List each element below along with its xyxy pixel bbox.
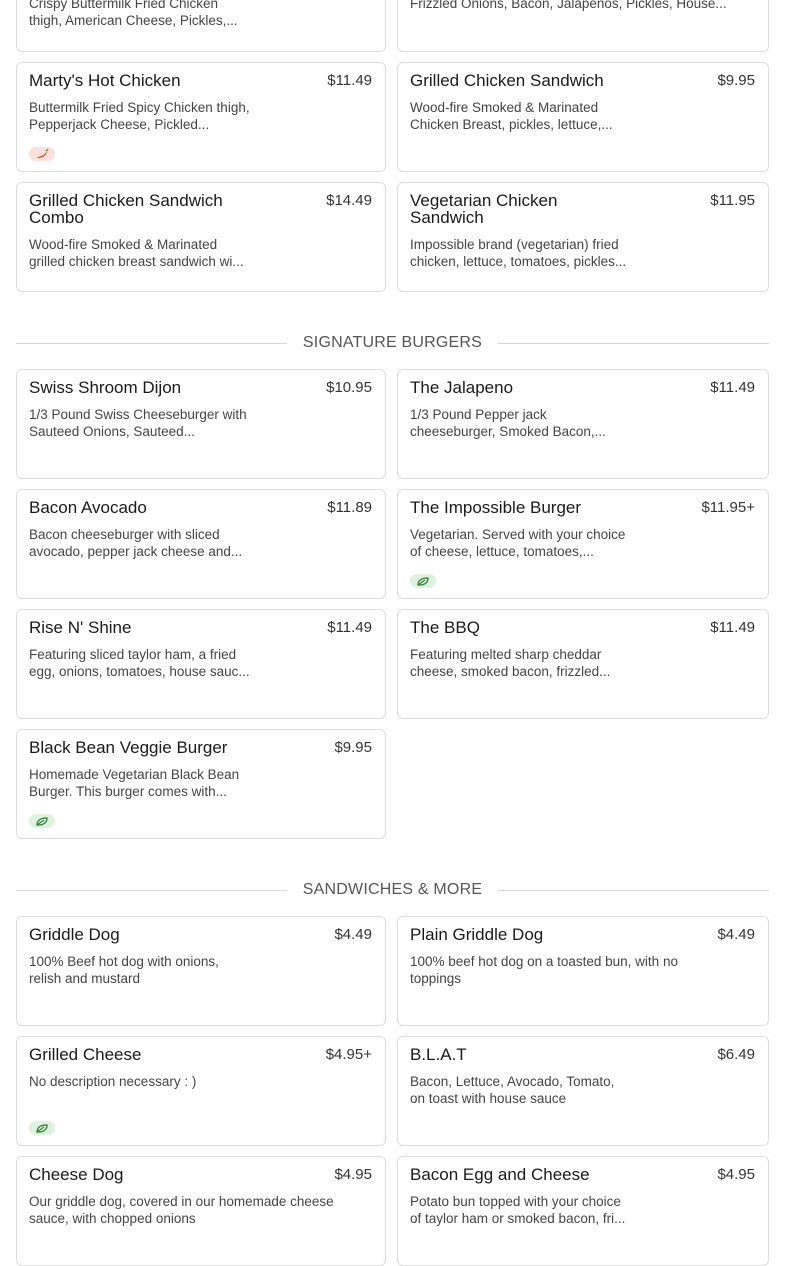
item-description: 100% Beef hot dog with onions, relish and mustard [29, 954, 219, 986]
menu-item-bacon-avocado[interactable] [16, 489, 386, 599]
item-description: Impossible brand (vegetarian) fried chicken, lettuce, tomatoes, pickles... [410, 237, 627, 269]
item-price: $4.95+ [325, 1046, 372, 1063]
vegetarian-badge [29, 1121, 55, 1135]
menu-item-cheese-dog[interactable] [16, 1156, 386, 1266]
item-title: Bacon Egg and Cheese [410, 1165, 590, 1184]
item-price: $9.95 [334, 739, 372, 756]
section-title-text: SANDWICHES & MORE [287, 881, 498, 898]
menu-item-swiss-shroom-dijon[interactable] [16, 369, 386, 479]
item-price: $11.49 [327, 72, 372, 89]
vegetarian-badge [29, 814, 55, 828]
item-description: Homemade Vegetarian Black Bean Burger. This burger comes with... [29, 767, 240, 799]
item-description: Our griddle dog, covered in our homemade cheese sauce, with chopped onions [29, 1194, 334, 1226]
item-price: $11.49 [327, 619, 372, 636]
item-price: $4.49 [334, 926, 372, 943]
chili-icon [35, 149, 49, 159]
item-price: $4.95 [717, 1166, 755, 1183]
item-price: $11.49 [710, 379, 755, 396]
item-description: Featuring melted sharp cheddar cheese, smoked bacon, frizzled... [410, 647, 611, 679]
item-description: 100% beef hot dog on a toasted bun, with no toppings [410, 954, 678, 986]
menu-item-the-bbq[interactable] [397, 609, 769, 719]
menu-item-griddle-dog[interactable] [16, 916, 386, 1026]
item-title: The Impossible Burger [410, 498, 582, 517]
item-price: $14.49 [326, 192, 372, 209]
item-price: $11.89 [327, 499, 372, 516]
item-description: 1/3 Pound Pepper jack cheeseburger, Smoked Bacon,... [410, 407, 606, 439]
menu-item-grilled-cheese[interactable] [16, 1036, 386, 1146]
item-description: Featuring sliced taylor ham, a fried egg, onions, tomatoes, house sauc... [29, 647, 250, 679]
item-description: Frizzled Onions, Bacon, Jalapenos, Pickles, House... [410, 0, 727, 11]
item-title: Cheese Dog [29, 1165, 124, 1184]
leaf-icon [36, 817, 48, 826]
item-title: Black Bean Veggie Burger [29, 738, 228, 757]
menu-item-card[interactable] [16, 0, 386, 52]
vegetarian-badge [410, 574, 436, 588]
item-price: $9.95 [717, 72, 755, 89]
item-price: $10.95 [326, 379, 372, 396]
item-description: 1/3 Pound Swiss Cheeseburger with Sauteed Onions, Sauteed... [29, 407, 247, 439]
item-description: Vegetarian. Served with your choice of cheese, lettuce, tomatoes,... [410, 527, 626, 559]
item-price: $11.49 [710, 619, 755, 636]
item-description: Crispy Buttermilk Fried Chicken thigh, American Cheese, Pickles,... [29, 0, 238, 28]
item-price: $6.49 [717, 1046, 755, 1063]
section-title-text: SIGNATURE BURGERS [287, 334, 498, 351]
menu-item-grilled-chicken-combo[interactable] [16, 182, 386, 292]
item-description: Buttermilk Fried Spicy Chicken thigh, Pepperjack Cheese, Pickled... [29, 100, 250, 132]
leaf-icon [417, 577, 429, 586]
item-description: Bacon cheeseburger with sliced avocado, pepper jack cheese and... [29, 527, 243, 559]
item-title: Rise N' Shine [29, 618, 132, 637]
menu-item-the-jalapeno[interactable] [397, 369, 769, 479]
item-title: Marty's Hot Chicken [29, 71, 181, 90]
menu-item-card[interactable] [397, 0, 769, 52]
menu-item-black-bean-veggie-burger[interactable] [16, 729, 386, 839]
item-description: Wood-fire Smoked & Marinated grilled chicken breast sandwich wi... [29, 237, 244, 269]
item-title: Grilled Chicken Sandwich [410, 71, 604, 90]
menu-item-plain-griddle-dog[interactable] [397, 916, 769, 1026]
item-title: B.L.A.T [410, 1045, 467, 1064]
item-description: No description necessary : ) [29, 1074, 197, 1089]
item-title: The Jalapeno [410, 378, 514, 397]
section-header-signature-burgers [16, 333, 769, 353]
leaf-icon [36, 1124, 48, 1133]
menu-item-impossible-burger[interactable] [397, 489, 769, 599]
item-price: $11.95 [710, 192, 755, 209]
item-title: Bacon Avocado [29, 498, 147, 517]
item-price: $4.49 [717, 926, 755, 943]
item-title: Griddle Dog [29, 925, 120, 944]
item-title: Swiss Shroom Dijon [29, 378, 182, 397]
menu-item-bacon-egg-and-cheese[interactable] [397, 1156, 769, 1266]
item-title: Grilled Chicken Sandwich Combo [29, 191, 223, 227]
item-description: Wood-fire Smoked & Marinated Chicken Breast, pickles, lettuce,... [410, 100, 613, 132]
menu-item-blat[interactable] [397, 1036, 769, 1146]
spicy-badge [29, 147, 55, 161]
menu-item-grilled-chicken-sandwich[interactable] [397, 62, 769, 172]
menu-item-rise-n-shine[interactable] [16, 609, 386, 719]
item-price: $4.95 [334, 1166, 372, 1183]
item-title: Grilled Cheese [29, 1045, 142, 1064]
item-title: Plain Griddle Dog [410, 925, 544, 944]
item-description: Bacon, Lettuce, Avocado, Tomato, on toast with house sauce [410, 1074, 615, 1106]
item-title: The BBQ [410, 618, 480, 637]
section-title [16, 333, 769, 353]
section-header-sandwiches-more [16, 880, 769, 900]
section-title [16, 880, 769, 900]
menu-item-martys-hot-chicken[interactable] [16, 62, 386, 172]
item-description: Potato bun topped with your choice of taylor ham or smoked bacon, fri... [410, 1194, 626, 1226]
item-title: Vegetarian Chicken Sandwich [410, 191, 558, 227]
menu-item-vegetarian-chicken-sandwich[interactable] [397, 182, 769, 292]
item-price: $11.95+ [701, 499, 755, 516]
